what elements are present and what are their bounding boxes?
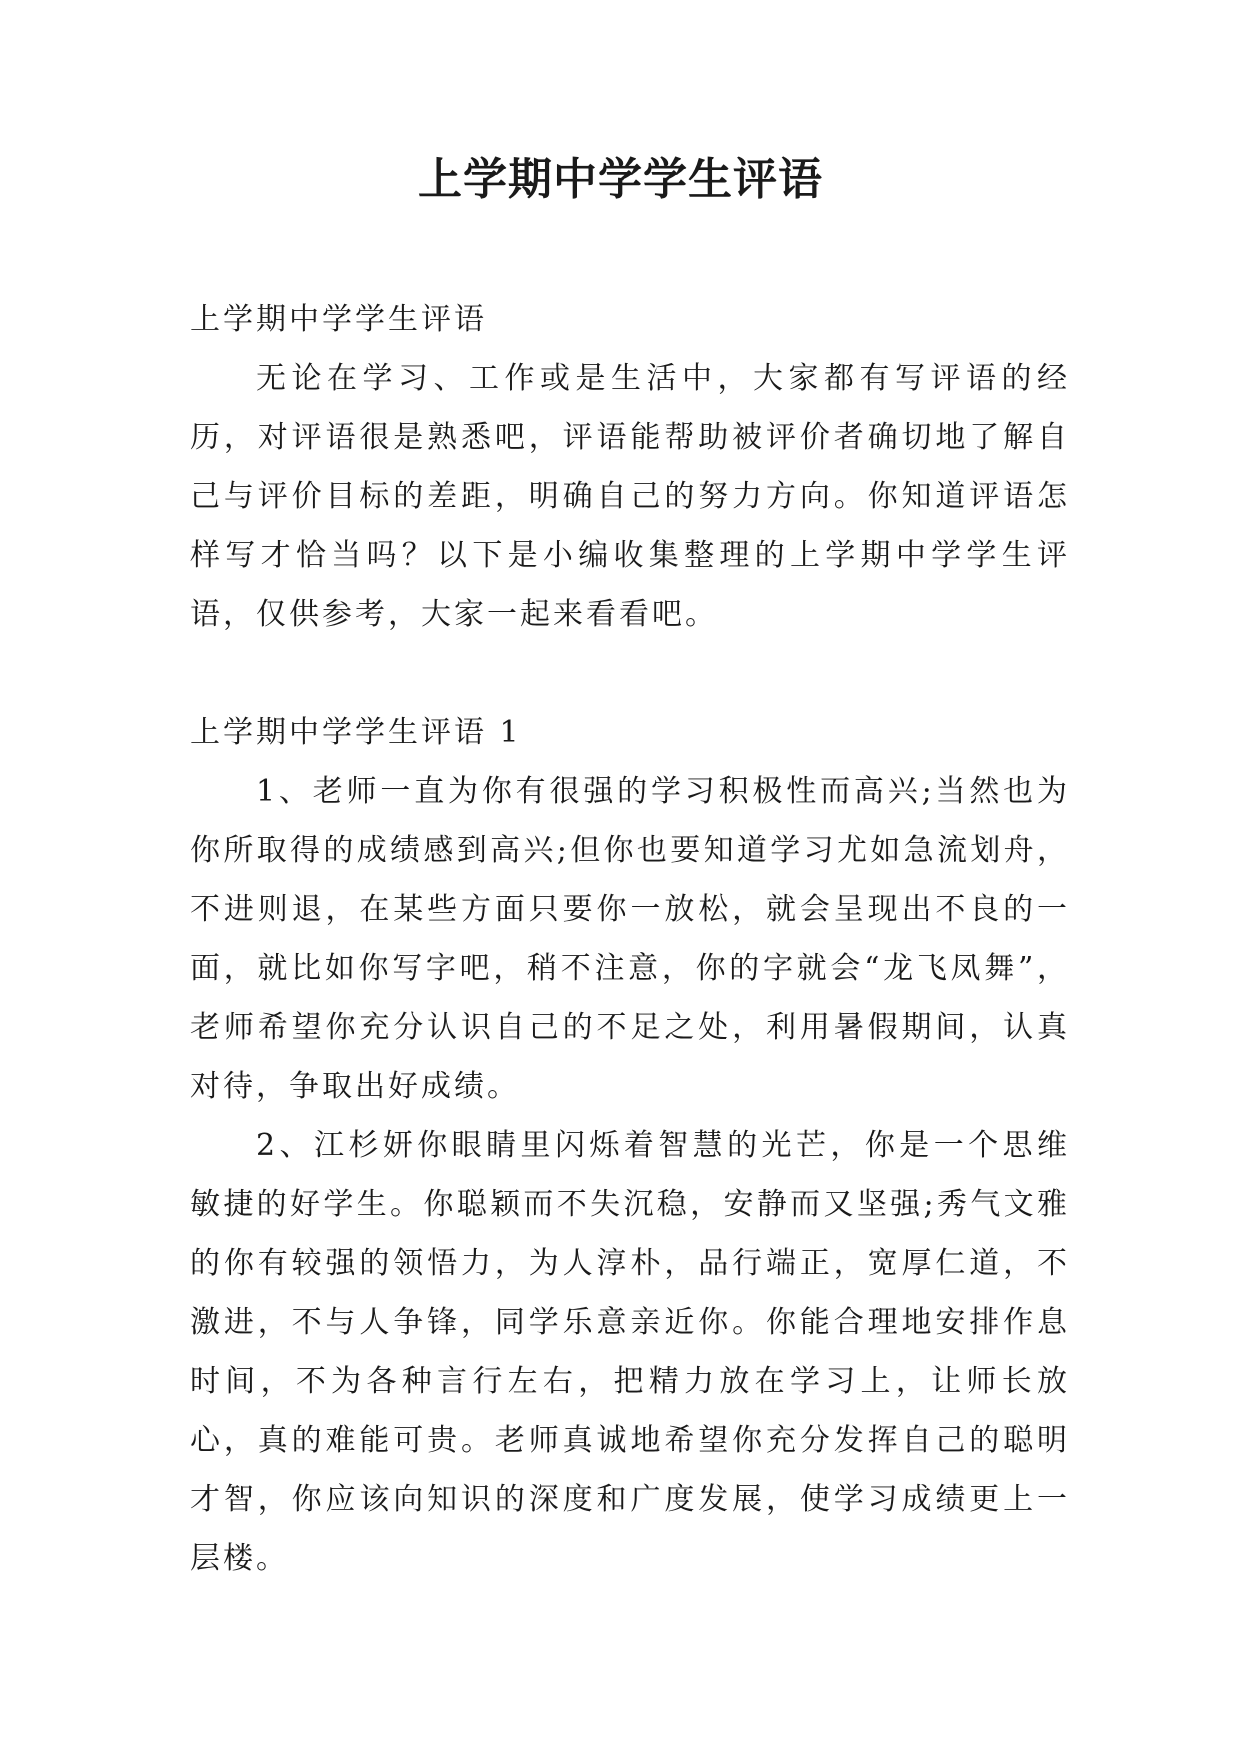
section-spacer <box>190 644 1070 703</box>
comment-item-2: 2、江杉妍你眼睛里闪烁着智慧的光芒，你是一个思维敏捷的好学生。你聪颖而不失沉稳，安静而又坚强;秀气文雅的你有较强的领悟力，为人淳朴，品行端正，宽厚仁道，不激进，不与人争锋，同学乐意亲近你。你能合理地安排作息时间，不为各种言行左右，把精力放在学习上，让师长放心，真的难能可贵。老师真诚地希望你充分发挥自己的聪明才智，你应该向知识的深度和广度发展，使学习成绩更上一层楼。 <box>190 1128 1070 1576</box>
intro-paragraph: 无论在学习、工作或是生活中，大家都有写评语的经历，对评语很是熟悉吧，评语能帮助被评价者确切地了解自己与评价目标的差距，明确自己的努力方向。你知道评语怎样写才恰当吗？以下是小编收集整理的上学期中学学生评语，仅供参考，大家一起来看看吧。 <box>190 361 1070 632</box>
document-body <box>190 290 1070 1588</box>
comment-item-1: 1、老师一直为你有很强的学习积极性而高兴;当然也为你所取得的成绩感到高兴;但你也要知道学习尤如急流划舟，不进则退，在某些方面只要你一放松，就会呈现出不良的一面，就比如你写字吧，稍不注意，你的字就会“龙飞凤舞”，老师希望你充分认识自己的不足之处，利用暑假期间，认真对待，争取出好成绩。 <box>190 774 1070 1104</box>
document-title: 上学期中学学生评语 <box>418 154 823 205</box>
subtitle: 上学期中学学生评语 <box>190 302 487 337</box>
section-heading: 上学期中学学生评语 1 <box>190 715 522 750</box>
